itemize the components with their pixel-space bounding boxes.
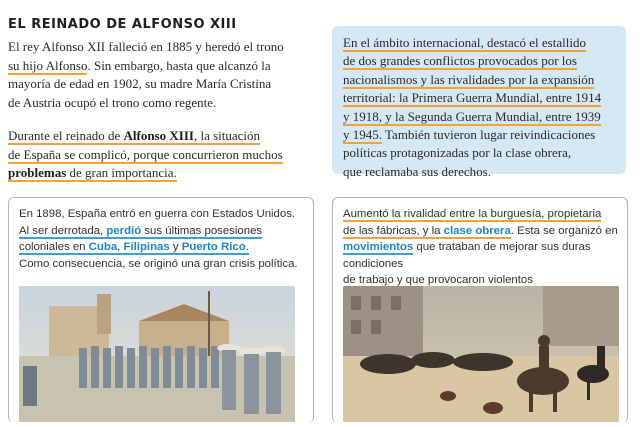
soldiers-illustration: [19, 286, 295, 427]
keyword-cuba: Cuba: [88, 241, 118, 254]
keyword-puerto-rico: Puerto Rico: [181, 241, 246, 254]
international-box: En el ámbito internacional, destacó el estallido de dos grandes conflictos provocados por los nacionalismos y las rivalidades por la expansión territorial: la Primera Guerra Mundial, entre 1914 y 1918, y la Segunda Guerra Mundial, entre 1939 y 1945. También tuvieron lugar reivindicaciones políticas protagonizadas por la clase obrera, que reclamaba sus derechos.: [332, 26, 626, 174]
reign-paragraph: Durante el reinado de Alfonso XIII, la situación de España se complicó, porque concurrieron muchos problemas de gran importancia.: [8, 128, 283, 180]
card-war-1898: En 1898, España entró en guerra con Estados Unidos. Al ser derrotada, perdió sus últimas posesiones coloniales en Cuba, Filipinas y Puerto Rico. Como consecuencia, se originó una gran crisis política.: [8, 197, 314, 423]
intro-paragraph: El rey Alfonso XII falleció en 1885 y heredó el trono su hijo Alfonso. Sin embargo, hasta que alcanzó la mayoría de edad en 1902, su madre María Cristina de Austria ocupó el trono como regente.: [8, 39, 284, 110]
keyword-clase-obrera: clase obrera: [443, 224, 511, 237]
keyword-movimientos: movimientos: [343, 241, 414, 254]
keyword-filipinas: Filipinas: [123, 241, 170, 254]
keyword-alfonso: Alfonso XIII: [123, 128, 194, 143]
underline-text: su hijo Alfonso: [8, 57, 88, 73]
card-social-conflict: Aumentó la rivalidad entre la burguesía, propietaria de las fábricas, y la clase obrera. Esta se organizó en movimientos que trataban de mejorar sus duras condiciones de trabajo y que provocaron violentos: [332, 197, 628, 423]
keyword-problemas: problemas: [8, 165, 67, 180]
section-title: EL REINADO DE ALFONSO XIII: [8, 17, 237, 32]
keyword-perdio: perdió: [106, 224, 142, 237]
battle-illustration: [343, 286, 619, 427]
